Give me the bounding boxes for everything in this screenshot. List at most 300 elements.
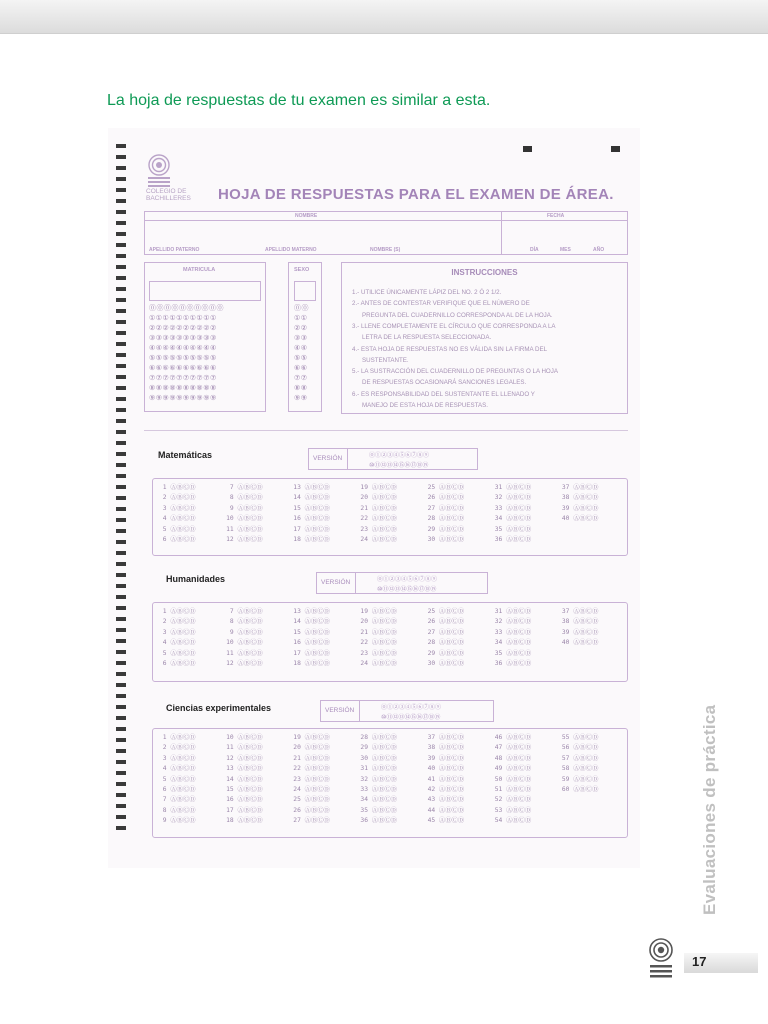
answer-row: 55 ⒶⒷⒸⒹ xyxy=(561,734,599,741)
colegio-logo-icon xyxy=(146,154,172,188)
version-bubbles-row: ⓪①②③④⑤⑥⑦⑧⑨ xyxy=(369,452,430,459)
answer-row: 32 ⒶⒷⒸⒹ xyxy=(494,494,532,502)
answer-row: 34 ⒶⒷⒸⒹ xyxy=(494,515,532,523)
timing-mark xyxy=(116,166,126,170)
answer-row: 56 ⒶⒷⒸⒹ xyxy=(561,744,599,752)
timing-mark xyxy=(116,430,126,434)
answer-row: 48 ⒶⒷⒸⒹ xyxy=(494,754,532,762)
answer-row: 49 ⒶⒷⒸⒹ xyxy=(494,765,532,773)
answer-row: 40 ⒶⒷⒸⒹ xyxy=(561,639,599,647)
timing-mark xyxy=(116,562,126,566)
answer-column xyxy=(495,483,532,545)
timing-mark xyxy=(116,342,126,346)
name-date-box xyxy=(144,211,628,255)
colegio-footer-logo-icon xyxy=(648,938,674,980)
answer-row: 18 ⒶⒷⒸⒹ xyxy=(293,536,330,544)
timing-mark xyxy=(116,639,126,643)
answer-row: 15 ⒶⒷⒸⒹ xyxy=(293,504,330,512)
answer-column xyxy=(360,733,397,827)
timing-mark xyxy=(116,386,126,390)
answer-row: 4 ⒶⒷⒸⒹ xyxy=(159,515,196,523)
answer-column xyxy=(360,483,397,545)
sexo-bubble-row: ①① xyxy=(294,314,308,322)
timing-mark xyxy=(116,441,126,445)
answer-row: 24 ⒶⒷⒸⒹ xyxy=(360,536,397,544)
timing-mark xyxy=(116,705,126,709)
instruction-line: 5.- LA SUSTRACCIÓN DEL CUADERNILLO DE PREGUNTAS O LA HOJA xyxy=(352,368,558,376)
timing-mark xyxy=(523,146,532,152)
answer-row: 58 ⒶⒷⒸⒹ xyxy=(561,765,599,773)
answer-row: 1 ⒶⒷⒸⒹ xyxy=(159,734,196,741)
matricula-bubble-row: ①①①①①①①①①① xyxy=(149,314,217,322)
answer-row: 29 ⒶⒷⒸⒹ xyxy=(427,649,465,657)
timing-mark xyxy=(116,276,126,280)
answer-row: 6 ⒶⒷⒸⒹ xyxy=(159,660,196,668)
apellido-paterno-label: APELLIDO PATERNO xyxy=(149,247,200,253)
answer-row: 51 ⒶⒷⒸⒹ xyxy=(494,786,532,794)
answer-row: 36 ⒶⒷⒸⒹ xyxy=(494,660,532,668)
answer-row: 33 ⒶⒷⒸⒹ xyxy=(494,504,532,512)
top-bar xyxy=(0,0,768,34)
timing-mark xyxy=(116,375,126,379)
timing-mark xyxy=(116,199,126,203)
intro-text: La hoja de respuestas de tu examen es similar a esta. xyxy=(107,92,491,109)
answer-column xyxy=(360,607,397,669)
apellido-materno-label: APELLIDO MATERNO xyxy=(265,247,317,253)
matricula-bubble-row: ④④④④④④④④④④ xyxy=(149,344,217,352)
sexo-bubble-row: ⓪⓪ xyxy=(294,304,309,312)
answer-row: 50 ⒶⒷⒸⒹ xyxy=(494,775,532,783)
answer-grid-matematicas xyxy=(152,478,628,556)
answer-column xyxy=(428,483,465,545)
answer-row: 15 ⒶⒷⒸⒹ xyxy=(226,786,263,794)
timing-mark xyxy=(116,309,126,313)
answer-row: 19 ⒶⒷⒸⒹ xyxy=(360,484,397,491)
matricula-bubble-row: ⑦⑦⑦⑦⑦⑦⑦⑦⑦⑦ xyxy=(149,374,217,382)
sexo-bubble-row: ③③ xyxy=(294,334,308,342)
answer-row: 12 ⒶⒷⒸⒹ xyxy=(226,754,263,762)
answer-column xyxy=(226,733,263,827)
answer-row: 34 ⒶⒷⒸⒹ xyxy=(360,796,397,804)
instruction-line: 6.- ES RESPONSABILIDAD DEL SUSTENTANTE EL LLENADO Y xyxy=(352,390,535,398)
nombres-label: NOMBRE (S) xyxy=(370,247,401,253)
answer-row: 37 ⒶⒷⒸⒹ xyxy=(427,734,465,741)
answer-row: 60 ⒶⒷⒸⒹ xyxy=(561,786,599,794)
answer-column xyxy=(293,733,330,827)
instructions-title: INSTRUCCIONES xyxy=(451,268,518,277)
version-label: VERSIÓN xyxy=(321,579,351,586)
answer-row: 42 ⒶⒷⒸⒹ xyxy=(427,786,465,794)
answer-row: 17 ⒶⒷⒸⒹ xyxy=(226,806,263,814)
version-bubbles-row: ⑩⑪⑫⑬⑭⑮⑯⑰⑱⑲ xyxy=(377,586,437,593)
answer-row: 8 ⒶⒷⒸⒹ xyxy=(159,806,196,814)
mes-label: MES xyxy=(560,247,571,253)
timing-mark xyxy=(116,463,126,467)
answer-row: 2 ⒶⒷⒸⒹ xyxy=(159,618,196,626)
answer-column xyxy=(159,483,196,545)
answer-row: 4 ⒶⒷⒸⒹ xyxy=(159,765,196,773)
answer-column xyxy=(226,483,263,545)
answer-row: 9 ⒶⒷⒸⒹ xyxy=(226,504,263,512)
timing-mark xyxy=(116,617,126,621)
matricula-bubble-row: ⑧⑧⑧⑧⑧⑧⑧⑧⑧⑧ xyxy=(149,384,217,392)
timing-mark xyxy=(116,298,126,302)
answer-row: 28 ⒶⒷⒸⒹ xyxy=(360,734,397,741)
matricula-box xyxy=(144,262,266,412)
timing-mark xyxy=(116,727,126,731)
answer-row: 2 ⒶⒷⒸⒹ xyxy=(159,494,196,502)
version-box xyxy=(316,572,488,594)
nombre-label: NOMBRE xyxy=(295,213,318,219)
answer-grid-humanidades xyxy=(152,602,628,682)
timing-mark xyxy=(116,551,126,555)
answer-column xyxy=(495,733,532,827)
answer-row: 6 ⒶⒷⒸⒹ xyxy=(159,786,196,794)
timing-mark xyxy=(116,364,126,368)
answer-column xyxy=(562,483,599,525)
answer-row: 12 ⒶⒷⒸⒹ xyxy=(226,536,263,544)
answer-row: 24 ⒶⒷⒸⒹ xyxy=(293,786,330,794)
timing-mark xyxy=(116,452,126,456)
answer-row: 27 ⒶⒷⒸⒹ xyxy=(293,817,330,825)
answer-row: 30 ⒶⒷⒸⒹ xyxy=(427,536,465,544)
answer-row: 25 ⒶⒷⒸⒹ xyxy=(427,484,465,491)
answer-row: 43 ⒶⒷⒸⒹ xyxy=(427,796,465,804)
answer-row: 13 ⒶⒷⒸⒹ xyxy=(293,608,330,615)
answer-row: 10 ⒶⒷⒸⒹ xyxy=(226,639,263,647)
answer-row: 12 ⒶⒷⒸⒹ xyxy=(226,660,263,668)
matricula-bubble-row: ⑤⑤⑤⑤⑤⑤⑤⑤⑤⑤ xyxy=(149,354,217,362)
sexo-bubble-row: ⑥⑥ xyxy=(294,364,308,372)
timing-mark xyxy=(116,485,126,489)
answer-row: 7 ⒶⒷⒸⒹ xyxy=(226,608,263,615)
version-bubbles-row: ⓪①②③④⑤⑥⑦⑧⑨ xyxy=(381,704,442,711)
answer-column xyxy=(428,607,465,669)
answer-row: 29 ⒶⒷⒸⒹ xyxy=(427,525,465,533)
answer-row: 47 ⒶⒷⒸⒹ xyxy=(494,744,532,752)
timing-mark xyxy=(116,540,126,544)
answer-row: 32 ⒶⒷⒸⒹ xyxy=(360,775,397,783)
timing-mark xyxy=(116,210,126,214)
timing-mark xyxy=(116,628,126,632)
answer-row: 19 ⒶⒷⒸⒹ xyxy=(293,734,330,741)
instruction-line: LETRA DE LA RESPUESTA SELECCIONADA. xyxy=(362,334,492,342)
answer-row: 21 ⒶⒷⒸⒹ xyxy=(360,628,397,636)
version-bubbles-row: ⓪①②③④⑤⑥⑦⑧⑨ xyxy=(377,576,438,583)
answer-row: 38 ⒶⒷⒸⒹ xyxy=(561,494,599,502)
answer-row: 11 ⒶⒷⒸⒹ xyxy=(226,744,263,752)
answer-row: 24 ⒶⒷⒸⒹ xyxy=(360,660,397,668)
answer-row: 30 ⒶⒷⒸⒹ xyxy=(360,754,397,762)
answer-row: 26 ⒶⒷⒸⒹ xyxy=(293,806,330,814)
sheet-title: HOJA DE RESPUESTAS PARA EL EXAMEN DE ÁREA. xyxy=(218,186,614,203)
answer-row: 20 ⒶⒷⒸⒹ xyxy=(293,744,330,752)
instruction-line: 2.- ANTES DE CONTESTAR VERIFIQUE QUE EL NÚMERO DE xyxy=(352,300,530,308)
section-title-humanidades: Humanidades xyxy=(166,574,226,584)
sexo-bubble-row: ⑧⑧ xyxy=(294,384,308,392)
instruction-line: DE RESPUESTAS OCASIONARÁ SANCIONES LEGALES. xyxy=(362,379,527,387)
version-bubbles-row: ⑩⑪⑫⑬⑭⑮⑯⑰⑱⑲ xyxy=(381,714,441,721)
answer-row: 35 ⒶⒷⒸⒹ xyxy=(494,649,532,657)
answer-row: 10 ⒶⒷⒸⒹ xyxy=(226,734,263,741)
answer-row: 54 ⒶⒷⒸⒹ xyxy=(494,817,532,825)
timing-mark xyxy=(116,243,126,247)
timing-mark xyxy=(116,518,126,522)
timing-mark xyxy=(611,146,620,152)
timing-mark xyxy=(116,353,126,357)
answer-column xyxy=(293,483,330,545)
timing-mark xyxy=(116,529,126,533)
sexo-bubble-row: ④④ xyxy=(294,344,308,352)
timing-mark xyxy=(116,584,126,588)
timing-mark xyxy=(116,683,126,687)
answer-row: 27 ⒶⒷⒸⒹ xyxy=(427,628,465,636)
timing-mark xyxy=(116,738,126,742)
timing-mark xyxy=(116,815,126,819)
answer-column xyxy=(428,733,465,827)
answer-row: 10 ⒶⒷⒸⒹ xyxy=(226,515,263,523)
answer-row: 8 ⒶⒷⒸⒹ xyxy=(226,494,263,502)
answer-column xyxy=(495,607,532,669)
answer-row: 18 ⒶⒷⒸⒹ xyxy=(226,817,263,825)
answer-row: 21 ⒶⒷⒸⒹ xyxy=(360,504,397,512)
answer-row: 7 ⒶⒷⒸⒹ xyxy=(159,796,196,804)
timing-mark xyxy=(116,650,126,654)
instruction-line: MANEJO DE ESTA HOJA DE RESPUESTAS. xyxy=(362,402,488,409)
answer-column xyxy=(159,607,196,669)
answer-row: 38 ⒶⒷⒸⒹ xyxy=(561,618,599,626)
answer-row: 35 ⒶⒷⒸⒹ xyxy=(494,525,532,533)
answer-row: 18 ⒶⒷⒸⒹ xyxy=(293,660,330,668)
answer-row: 32 ⒶⒷⒸⒹ xyxy=(494,618,532,626)
timing-mark xyxy=(116,694,126,698)
answer-row: 23 ⒶⒷⒸⒹ xyxy=(293,775,330,783)
timing-mark xyxy=(116,760,126,764)
answer-row: 16 ⒶⒷⒸⒹ xyxy=(293,639,330,647)
answer-row: 11 ⒶⒷⒸⒹ xyxy=(226,525,263,533)
answer-column xyxy=(562,607,599,649)
timing-mark xyxy=(116,507,126,511)
answer-row: 5 ⒶⒷⒸⒹ xyxy=(159,775,196,783)
answer-row: 26 ⒶⒷⒸⒹ xyxy=(427,494,465,502)
answer-row: 23 ⒶⒷⒸⒹ xyxy=(360,525,397,533)
answer-row: 5 ⒶⒷⒸⒹ xyxy=(159,525,196,533)
answer-row: 39 ⒶⒷⒸⒹ xyxy=(427,754,465,762)
timing-mark xyxy=(116,793,126,797)
answer-row: 1 ⒶⒷⒸⒹ xyxy=(159,484,196,491)
answer-row: 13 ⒶⒷⒸⒹ xyxy=(226,765,263,773)
answer-row: 9 ⒶⒷⒸⒹ xyxy=(159,817,196,825)
answer-row: 23 ⒶⒷⒸⒹ xyxy=(360,649,397,657)
answer-row: 3 ⒶⒷⒸⒹ xyxy=(159,504,196,512)
sexo-bubble-row: ②② xyxy=(294,324,308,332)
answer-row: 2 ⒶⒷⒸⒹ xyxy=(159,744,196,752)
answer-row: 26 ⒶⒷⒸⒹ xyxy=(427,618,465,626)
answer-row: 57 ⒶⒷⒸⒹ xyxy=(561,754,599,762)
answer-row: 20 ⒶⒷⒸⒹ xyxy=(360,494,397,502)
matricula-bubble-row: ⓪⓪⓪⓪⓪⓪⓪⓪⓪⓪ xyxy=(149,304,224,312)
timing-mark xyxy=(116,287,126,291)
timing-mark xyxy=(116,331,126,335)
answer-row: 8 ⒶⒷⒸⒹ xyxy=(226,618,263,626)
answer-row: 40 ⒶⒷⒸⒹ xyxy=(561,515,599,523)
answer-row: 59 ⒶⒷⒸⒹ xyxy=(561,775,599,783)
answer-row: 15 ⒶⒷⒸⒹ xyxy=(293,628,330,636)
answer-row: 53 ⒶⒷⒸⒹ xyxy=(494,806,532,814)
timing-mark xyxy=(116,771,126,775)
instruction-line: PREGUNTA DEL CUADERNILLO CORRESPONDA AL DE LA HOJA. xyxy=(362,311,553,319)
answer-row: 16 ⒶⒷⒸⒹ xyxy=(293,515,330,523)
answer-column xyxy=(226,607,263,669)
timing-marks xyxy=(116,144,126,837)
timing-mark xyxy=(116,606,126,610)
timing-mark xyxy=(116,221,126,225)
section-title-matematicas: Matemáticas xyxy=(158,450,213,460)
answer-row: 39 ⒶⒷⒸⒹ xyxy=(561,504,599,512)
institution-name: COLEGIO DE BACHILLERES xyxy=(146,188,191,202)
answer-row: 36 ⒶⒷⒸⒹ xyxy=(494,536,532,544)
timing-mark xyxy=(116,496,126,500)
version-box xyxy=(308,448,478,470)
answer-column xyxy=(562,733,599,795)
answer-row: 11 ⒶⒷⒸⒹ xyxy=(226,649,263,657)
instruction-line: 4.- ESTA HOJA DE RESPUESTAS NO ES VÁLIDA SIN LA FIRMA DEL xyxy=(352,345,548,353)
answer-row: 19 ⒶⒷⒸⒹ xyxy=(360,608,397,615)
dia-label: DÍA xyxy=(530,247,539,253)
answer-row: 39 ⒶⒷⒸⒹ xyxy=(561,628,599,636)
timing-mark xyxy=(116,716,126,720)
answer-row: 28 ⒶⒷⒸⒹ xyxy=(427,515,465,523)
anio-label: AÑO xyxy=(593,247,605,253)
answer-row: 33 ⒶⒷⒸⒹ xyxy=(360,786,397,794)
answer-row: 14 ⒶⒷⒸⒹ xyxy=(293,494,330,502)
answer-row: 30 ⒶⒷⒸⒹ xyxy=(427,660,465,668)
timing-mark xyxy=(116,661,126,665)
answer-row: 28 ⒶⒷⒸⒹ xyxy=(427,639,465,647)
divider xyxy=(144,430,628,431)
answer-grid-ciencias xyxy=(152,728,628,838)
answer-row: 34 ⒶⒷⒸⒹ xyxy=(494,639,532,647)
timing-mark xyxy=(116,155,126,159)
timing-mark xyxy=(116,782,126,786)
sexo-bubble-row: ⑦⑦ xyxy=(294,374,308,382)
answer-row: 9 ⒶⒷⒸⒹ xyxy=(226,628,263,636)
version-box xyxy=(320,700,494,722)
answer-row: 21 ⒶⒷⒸⒹ xyxy=(293,754,330,762)
answer-row: 22 ⒶⒷⒸⒹ xyxy=(293,765,330,773)
answer-row: 44 ⒶⒷⒸⒹ xyxy=(427,806,465,814)
fecha-label: FECHA xyxy=(547,213,565,219)
instruction-line: SUSTENTANTE. xyxy=(362,356,409,364)
answer-row: 25 ⒶⒷⒸⒹ xyxy=(427,608,465,615)
timing-mark xyxy=(116,749,126,753)
timing-mark xyxy=(116,320,126,324)
timing-mark xyxy=(116,672,126,676)
timing-mark xyxy=(116,177,126,181)
matricula-bubble-row: ⑥⑥⑥⑥⑥⑥⑥⑥⑥⑥ xyxy=(149,364,217,372)
answer-row: 7 ⒶⒷⒸⒹ xyxy=(226,484,263,491)
timing-mark xyxy=(116,188,126,192)
answer-row: 31 ⒶⒷⒸⒹ xyxy=(494,608,532,615)
answer-row: 41 ⒶⒷⒸⒹ xyxy=(427,775,465,783)
version-bubbles-row: ⑩⑪⑫⑬⑭⑮⑯⑰⑱⑲ xyxy=(369,462,429,469)
answer-column xyxy=(159,733,196,827)
answer-row: 14 ⒶⒷⒸⒹ xyxy=(293,618,330,626)
answer-row: 14 ⒶⒷⒸⒹ xyxy=(226,775,263,783)
answer-row: 5 ⒶⒷⒸⒹ xyxy=(159,649,196,657)
answer-row: 33 ⒶⒷⒸⒹ xyxy=(494,628,532,636)
answer-row: 16 ⒶⒷⒸⒹ xyxy=(226,796,263,804)
answer-column xyxy=(293,607,330,669)
timing-mark xyxy=(116,826,126,830)
answer-row: 40 ⒶⒷⒸⒹ xyxy=(427,765,465,773)
timing-mark xyxy=(116,595,126,599)
answer-row: 25 ⒶⒷⒸⒹ xyxy=(293,796,330,804)
answer-row: 31 ⒶⒷⒸⒹ xyxy=(360,765,397,773)
answer-row: 13 ⒶⒷⒸⒹ xyxy=(293,484,330,491)
version-label: VERSIÓN xyxy=(325,707,355,714)
matricula-label: MATRICULA xyxy=(183,267,216,273)
instruction-line: 1.- UTILICE ÚNICAMENTE LÁPIZ DEL NO. 2 Ó 2 1/2. xyxy=(352,289,502,296)
timing-mark xyxy=(116,408,126,412)
sexo-bubble-row: ⑤⑤ xyxy=(294,354,308,362)
timing-mark xyxy=(116,419,126,423)
matricula-bubble-row: ②②②②②②②②②② xyxy=(149,324,217,332)
answer-row: 22 ⒶⒷⒸⒹ xyxy=(360,639,397,647)
answer-row: 31 ⒶⒷⒸⒹ xyxy=(494,484,532,491)
version-label: VERSIÓN xyxy=(313,455,343,462)
answer-row: 6 ⒶⒷⒸⒹ xyxy=(159,536,196,544)
matricula-bubble-row: ⑨⑨⑨⑨⑨⑨⑨⑨⑨⑨ xyxy=(149,394,217,402)
answer-row: 45 ⒶⒷⒸⒹ xyxy=(427,817,465,825)
answer-row: 22 ⒶⒷⒸⒹ xyxy=(360,515,397,523)
timing-mark xyxy=(116,232,126,236)
answer-row: 35 ⒶⒷⒸⒹ xyxy=(360,806,397,814)
sexo-bubble-row: ⑨⑨ xyxy=(294,394,308,402)
answer-row: 36 ⒶⒷⒸⒹ xyxy=(360,817,397,825)
answer-row: 37 ⒶⒷⒸⒹ xyxy=(561,608,599,615)
answer-row: 3 ⒶⒷⒸⒹ xyxy=(159,754,196,762)
timing-mark xyxy=(116,397,126,401)
answer-row: 20 ⒶⒷⒸⒹ xyxy=(360,618,397,626)
timing-mark xyxy=(116,804,126,808)
sexo-box xyxy=(288,262,322,412)
answer-row: 3 ⒶⒷⒸⒹ xyxy=(159,628,196,636)
answer-row: 1 ⒶⒷⒸⒹ xyxy=(159,608,196,615)
timing-mark xyxy=(116,573,126,577)
timing-mark xyxy=(116,265,126,269)
answer-row: 27 ⒶⒷⒸⒹ xyxy=(427,504,465,512)
answer-row: 17 ⒶⒷⒸⒹ xyxy=(293,525,330,533)
sexo-label: SEXO xyxy=(294,267,310,273)
answer-row: 17 ⒶⒷⒸⒹ xyxy=(293,649,330,657)
instructions-box xyxy=(341,262,628,414)
answer-row: 4 ⒶⒷⒸⒹ xyxy=(159,639,196,647)
answer-row: 37 ⒶⒷⒸⒹ xyxy=(561,484,599,491)
answer-row: 29 ⒶⒷⒸⒹ xyxy=(360,744,397,752)
answer-row: 52 ⒶⒷⒸⒹ xyxy=(494,796,532,804)
side-section-label: Evaluaciones de práctica xyxy=(700,704,719,915)
instruction-line: 3.- LLENE COMPLETAMENTE EL CÍRCULO QUE CORRESPONDA A LA xyxy=(352,322,556,330)
section-title-ciencias: Ciencias experimentales xyxy=(166,703,272,713)
timing-mark xyxy=(116,144,126,148)
timing-mark xyxy=(116,474,126,478)
answer-sheet-image xyxy=(108,128,640,868)
timing-mark xyxy=(116,254,126,258)
answer-row: 46 ⒶⒷⒸⒹ xyxy=(494,734,532,741)
matricula-bubble-row: ③③③③③③③③③③ xyxy=(149,334,217,342)
answer-row: 38 ⒶⒷⒸⒹ xyxy=(427,744,465,752)
